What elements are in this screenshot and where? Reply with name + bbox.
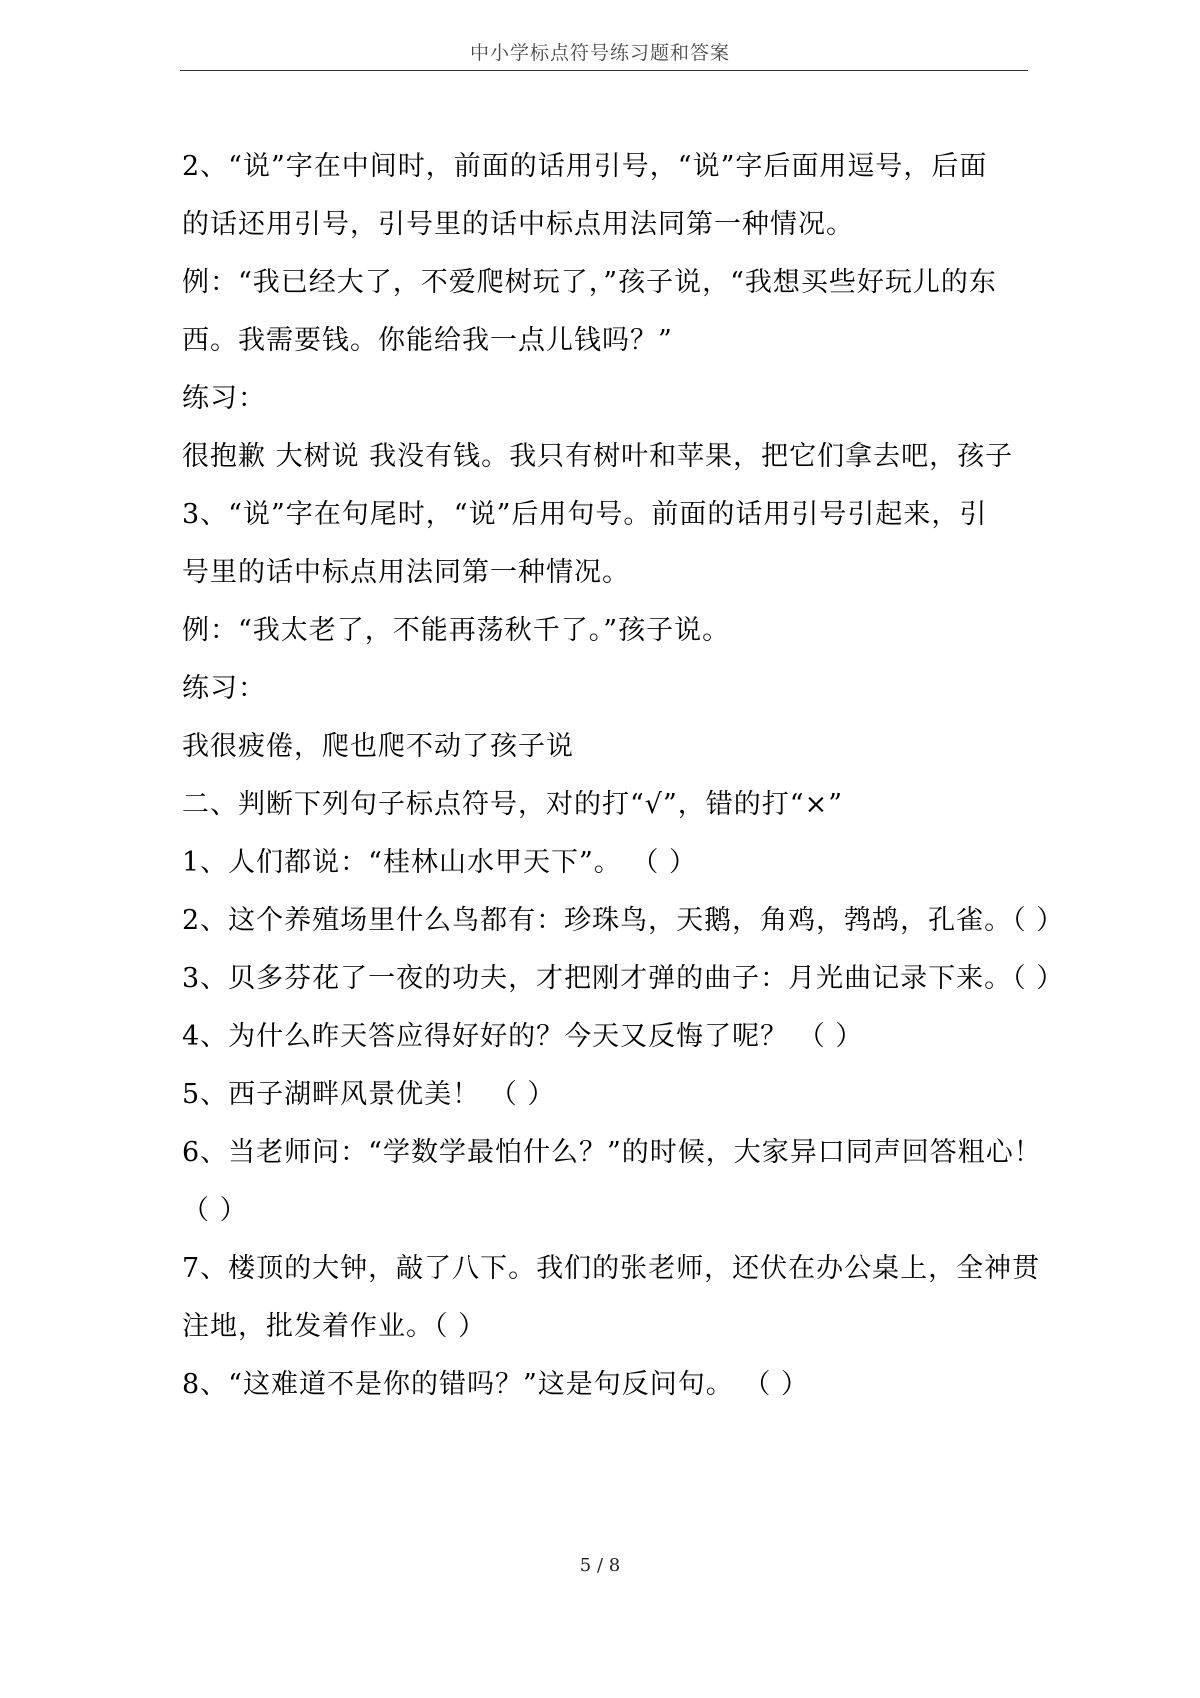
text-line: 号里的话中标点用法同第一种情况。 — [182, 557, 630, 588]
text-line: 西。我需要钱。你能给我一点儿钱吗？” — [182, 325, 673, 356]
text-line: （ ） — [182, 1195, 248, 1226]
text-line: 的话还用引号，引号里的话中标点用法同第一种情况。 — [182, 209, 854, 240]
text-line: 3、贝多芬花了一夜的功夫，才把刚才弹的曲子：月光曲记录下来。（ ） — [182, 963, 1065, 994]
text-line: 练习： — [182, 383, 266, 414]
text-line: 我很疲倦，爬也爬不动了孩子说 — [182, 731, 574, 762]
text-line: 5、西子湖畔风景优美！ （ ） — [182, 1079, 556, 1110]
text-line: 8、“这难道不是你的错吗？”这是句反问句。 （ ） — [182, 1369, 809, 1400]
text-line: 注地，批发着作业。（ ） — [182, 1311, 487, 1342]
text-line: 二、判断下列句子标点符号，对的打“√”，错的打“×” — [182, 789, 844, 820]
page-number: 5 / 8 — [579, 1555, 621, 1576]
text-line: 例：“我已经大了，不爱爬树玩了，”孩子说，“我想买些好玩儿的东 — [182, 267, 997, 298]
text-line: 练习： — [182, 673, 266, 704]
text-line: 4、为什么昨天答应得好好的？今天又反悔了呢？ （ ） — [182, 1021, 864, 1052]
text-line: 6、当老师问：“学数学最怕什么？”的时候，大家异口同声回答粗心！ — [182, 1137, 1042, 1168]
text-line: 例：“我太老了，不能再荡秋千了。”孩子说。 — [182, 615, 731, 646]
text-line: 1、人们都说：“桂林山水甲天下”。 （ ） — [182, 847, 697, 878]
text-line: 2、这个养殖场里什么鸟都有：珍珠鸟，天鹅，角鸡，鹁鸪，孔雀。（ ） — [182, 905, 1065, 936]
text-line: 很抱歉 大树说 我没有钱。我只有树叶和苹果，把它们拿去吧，孩子 — [182, 441, 1014, 472]
text-line: 3、“说”字在句尾时，“说”后用句号。前面的话用引号引起来，引 — [182, 499, 988, 530]
page-header-title: 中小学标点符号练习题和答案 — [469, 42, 730, 64]
header-divider — [180, 70, 1028, 71]
text-line: 2、“说”字在中间时，前面的话用引号，“说”字后面用逗号，后面 — [182, 151, 988, 182]
text-line: 7、楼顶的大钟，敲了八下。我们的张老师，还伏在办公桌上，全神贯 — [182, 1253, 1041, 1284]
